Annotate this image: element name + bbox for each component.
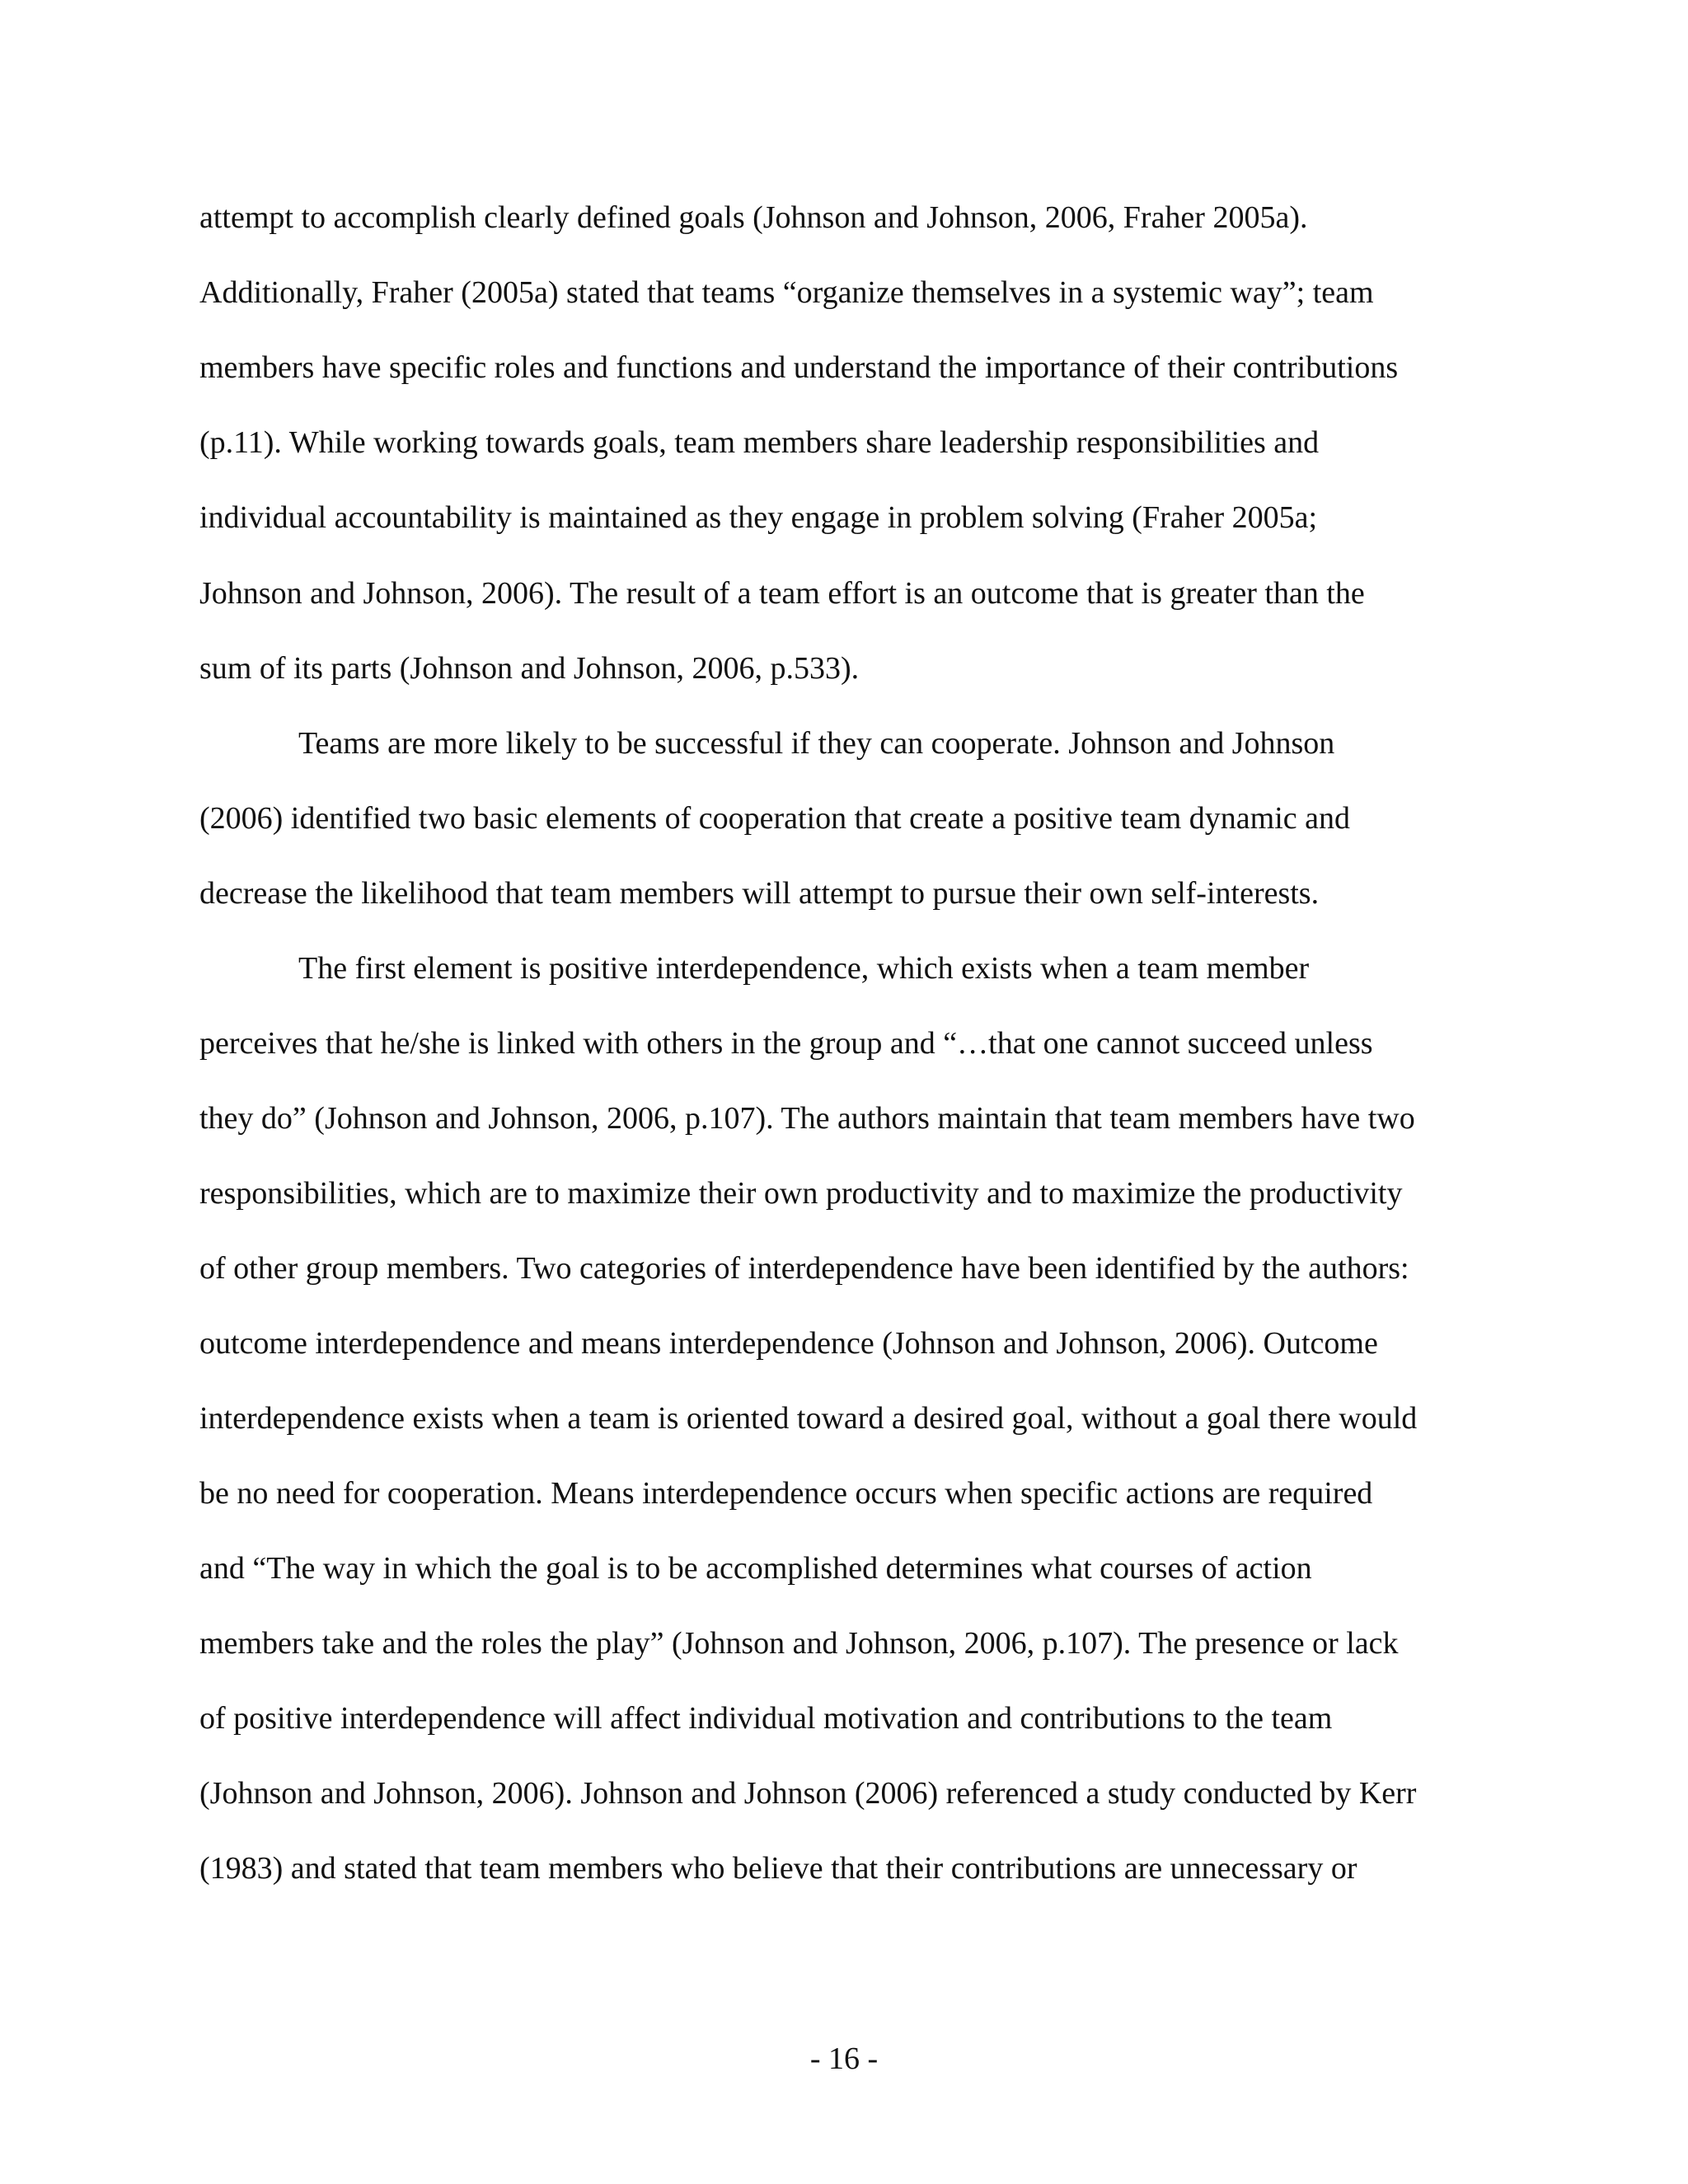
body-text-line: (1983) and stated that team members who believe that their contributions are unnecessary or	[199, 1851, 1357, 1886]
body-text-line: members have specific roles and functions and understand the importance of their contributions	[199, 350, 1399, 385]
body-text-line: sum of its parts (Johnson and Johnson, 2006, p.533).	[199, 651, 860, 686]
body-text-line: Additionally, Fraher (2005a) stated that teams “organize themselves in a systemic way”; team	[199, 275, 1374, 310]
page-number: - 16 -	[809, 2041, 879, 2076]
paragraph-first-line: Teams are more likely to be successful if they can cooperate. Johnson and Johnson	[298, 726, 1335, 761]
body-text-line: of other group members. Two categories of interdependence have been identified by the authors:	[199, 1251, 1409, 1286]
body-text-line: (p.11). While working towards goals, team members share leadership responsibilities and	[199, 425, 1320, 460]
body-text-line: individual accountability is maintained as they engage in problem solving (Fraher 2005a;	[199, 500, 1318, 535]
body-text-line: interdependence exists when a team is oriented toward a desired goal, without a goal there would	[199, 1401, 1418, 1436]
body-text-line: (2006) identified two basic elements of cooperation that create a positive team dynamic and	[199, 801, 1350, 836]
body-text-line: Johnson and Johnson, 2006). The result of a team effort is an outcome that is greater than the	[199, 576, 1365, 611]
body-text-line: responsibilities, which are to maximize their own productivity and to maximize the productivity	[199, 1176, 1403, 1211]
paragraph-first-line: The first element is positive interdependence, which exists when a team member	[298, 951, 1310, 986]
body-text-line: and “The way in which the goal is to be accomplished determines what courses of action	[199, 1551, 1312, 1586]
body-text-line: members take and the roles the play” (Johnson and Johnson, 2006, p.107). The presence or lack	[199, 1626, 1399, 1661]
body-text-line: attempt to accomplish clearly defined goals (Johnson and Johnson, 2006, Fraher 2005a).	[199, 200, 1308, 235]
body-text-line: perceives that he/she is linked with others in the group and “…that one cannot succeed unless	[199, 1026, 1373, 1061]
body-text-line: they do” (Johnson and Johnson, 2006, p.107). The authors maintain that team members have two	[199, 1101, 1415, 1136]
body-text-line: be no need for cooperation. Means interdependence occurs when specific actions are required	[199, 1476, 1373, 1511]
body-text-line: (Johnson and Johnson, 2006). Johnson and Johnson (2006) referenced a study conducted by Kerr	[199, 1776, 1417, 1811]
body-text-line: outcome interdependence and means interdependence (Johnson and Johnson, 2006). Outcome	[199, 1326, 1378, 1361]
body-text-line: of positive interdependence will affect individual motivation and contributions to the team	[199, 1701, 1333, 1736]
body-text-line: decrease the likelihood that team members will attempt to pursue their own self-interests.	[199, 876, 1320, 911]
